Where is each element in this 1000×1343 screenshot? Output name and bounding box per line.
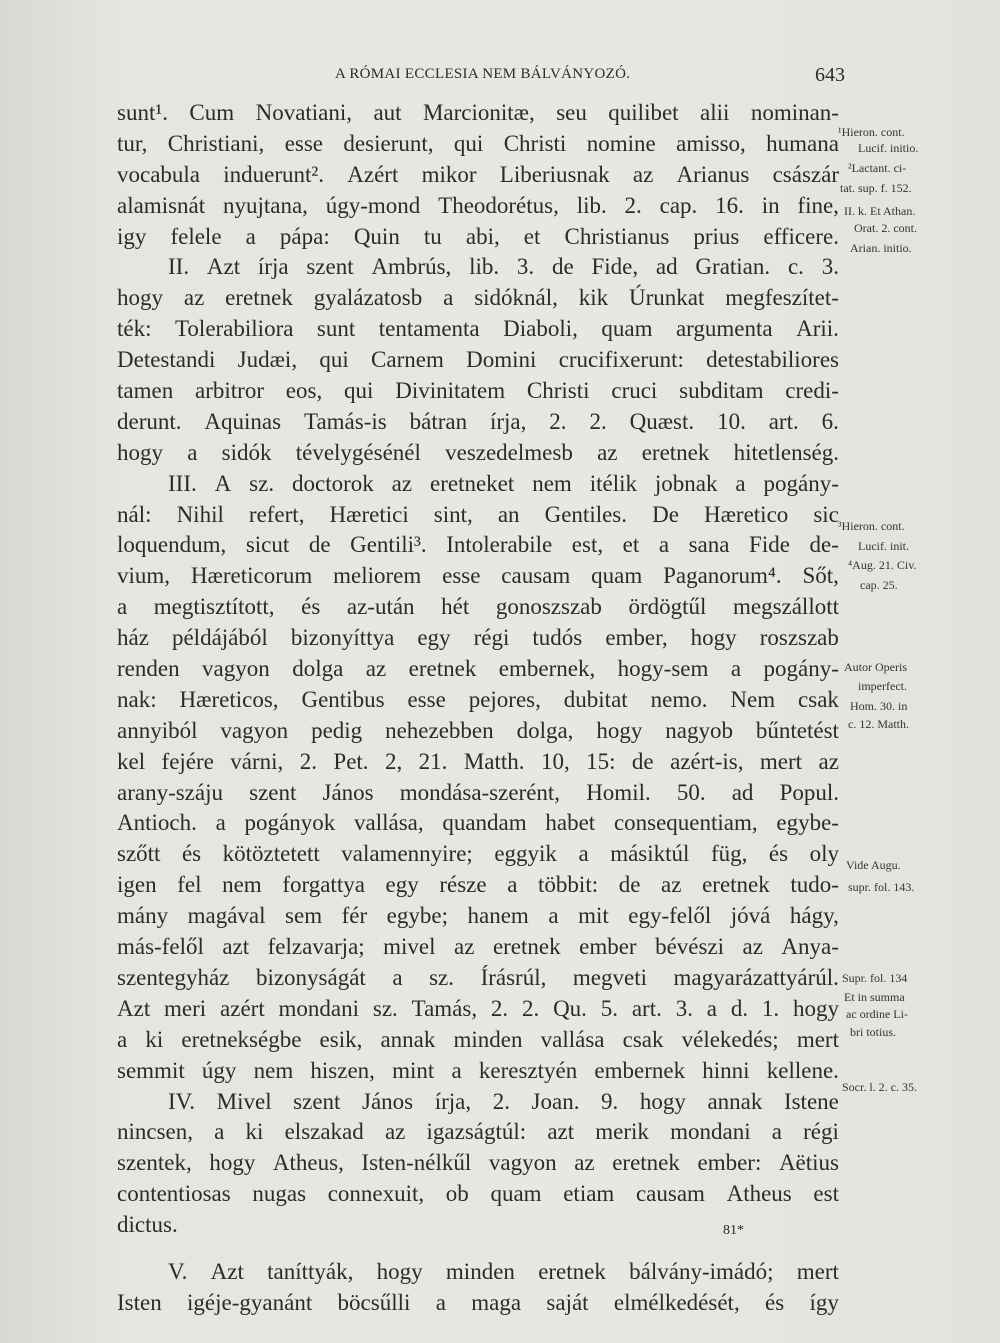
text-line: mány magával sem fér egybe; hanem a mit egy-felől jóvá hágy, xyxy=(117,903,839,929)
text-line: szőtt és kötöztetett valamennyire; eggyik a másiktúl füg, és oly xyxy=(117,841,839,867)
text-line: a ki eretnekségbe esik, annak minden vallása csak vélekedés; mert xyxy=(117,1026,839,1052)
text-line: igy felele a pápa: Quin tu abi, et Christianus prius efficere. xyxy=(117,223,839,249)
margin-note: Lucif. initio. xyxy=(858,141,919,155)
margin-note: ⁴Aug. 21. Civ. xyxy=(848,558,917,572)
text-line: dictus. xyxy=(117,1212,178,1238)
text-line: Isten igéje-gyanánt böcsűlli a maga saját elmélkedését, és így xyxy=(117,1289,839,1315)
text-line: hogy az eretnek gyalázatosb a sidóknál, kik Úrunkat megfeszítet- xyxy=(117,285,839,311)
text-line: kel fejére várni, 2. Pet. 2, 21. Matth. 10, 15: de azért-is, mert az xyxy=(117,748,839,774)
page-number: 643 xyxy=(815,64,845,86)
margin-note: cap. 25. xyxy=(860,578,898,592)
text-line: szentegyház bizonyságát a sz. Írásrúl, megveti magyarázattyárúl. xyxy=(117,964,839,990)
text-line: tamen arbitror eos, qui Divinitatem Christi cruci subditam credi- xyxy=(117,378,839,404)
text-line: annyiból vagyon pedig nehezebben dolga, hogy nagyob bűntetést xyxy=(117,717,839,743)
text-line: tur, Christiani, esse desierunt, qui Christi nomine amisso, humana xyxy=(117,130,839,156)
text-line: alamisnát nyujtana, úgy-mond Theodorétus, lib. 2. cap. 16. in fine, xyxy=(117,192,839,218)
text-line: Antioch. a pogányok vallása, quandam habet consequentiam, egybe- xyxy=(117,810,839,836)
margin-note: Hom. 30. in xyxy=(850,699,908,713)
text-line: a megtisztított, és az-után hét gonoszszab ördögtűl megszállott xyxy=(117,594,839,620)
page-header xyxy=(0,66,1000,90)
text-line: ház példájából bizonyíttya egy régi tudós ember, hogy roszszab xyxy=(117,625,839,651)
text-line: hogy a sidók tévelygésénél veszedelmesb az eretnek hitetlenség. xyxy=(117,439,839,465)
margin-note: supr. fol. 143. xyxy=(848,880,915,894)
text-line: derunt. Aquinas Tamás-is bátran írja, 2. 2. Quæst. 10. art. 6. xyxy=(117,408,839,434)
margin-note: Vide Augu. xyxy=(846,858,901,872)
margin-note: Arian. initio. xyxy=(850,241,912,255)
text-line: más-felől azt felzavarja; mivel az eretnek ember bévészi az Anya- xyxy=(117,934,839,960)
text-line: igen fel nem forgattya egy része a többit: de az eretnek tudo- xyxy=(117,872,839,898)
text-line: renden vagyon dolga az eretnek embernek, hogy-sem a pogány- xyxy=(117,656,839,682)
text-line: V. Azt taníttyák, hogy minden eretnek bálvány-imádó; mert xyxy=(168,1258,839,1284)
text-line: III. A sz. doctorok az eretneket nem itélik jobnak a pogány- xyxy=(168,470,839,496)
margin-note: tat. sup. f. 152. xyxy=(840,181,912,195)
margin-note: imperfect. xyxy=(858,679,907,693)
text-line: Azt meri azért mondani sz. Tamás, 2. 2. Qu. 5. art. 3. a d. 1. hogy xyxy=(117,995,839,1021)
text-line: arany-száju szent János mondása-szerént, Homil. 50. ad Popul. xyxy=(117,779,839,805)
signature-mark: 81* xyxy=(723,1223,744,1238)
main-text-column xyxy=(117,98,839,1319)
margin-note: c. 12. Matth. xyxy=(848,717,909,731)
margin-note: Orat. 2. cont. xyxy=(854,221,917,235)
margin-note: Socr. l. 2. c. 35. xyxy=(842,1080,917,1094)
running-title: A RÓMAI ECCLESIA NEM BÁLVÁNYOZÓ. xyxy=(335,66,631,82)
margin-note: bri totius. xyxy=(850,1025,897,1039)
margin-note: Autor Operis xyxy=(844,660,907,674)
text-line: II. Azt írja szent Ambrús, lib. 3. de Fide, ad Gratian. c. 3. xyxy=(168,254,839,280)
text-line: szentek, hogy Atheus, Isten-nélkűl vagyon az eretnek ember: Aëtius xyxy=(117,1150,839,1176)
margin-note: ³Hieron. cont. xyxy=(838,519,905,533)
text-line: nak: Hæreticos, Gentibus esse pejores, dubitat nemo. Nem csak xyxy=(117,686,839,712)
margin-note: Supr. fol. 134 xyxy=(842,971,908,985)
text-line: contentiosas nugas connexuit, ob quam etiam causam Atheus est xyxy=(117,1181,839,1207)
text-line: vium, Hæreticorum meliorem esse causam quam Paganorum⁴. Sőt, xyxy=(117,563,839,589)
text-line: nincsen, a ki elszakad az igazságtúl: azt merik mondani a régi xyxy=(117,1119,839,1145)
text-line: IV. Mivel szent János írja, 2. Joan. 9. hogy annak Istene xyxy=(168,1088,839,1114)
margin-note: Et in summa xyxy=(844,990,905,1004)
margin-note: ac ordine Li- xyxy=(846,1007,908,1021)
text-line: vocabula induerunt². Azért mikor Liberiusnak az Arianus császár xyxy=(117,161,839,187)
margin-note: II. k. Et Athan. xyxy=(844,204,916,218)
text-line: Detestandi Judæi, qui Carnem Domini crucifixerunt: detestabiliores xyxy=(117,347,839,373)
margin-note: ²Lactant. ci- xyxy=(848,161,907,175)
margin-note: ¹Hieron. cont. xyxy=(838,125,905,139)
text-line: ték: Tolerabiliora sunt tentamenta Diaboli, quam argumenta Arii. xyxy=(117,316,839,342)
text-line: loquendum, sicut de Gentili³. Intolerabile est, et a sana Fide de- xyxy=(117,532,839,558)
text-line: sunt¹. Cum Novatiani, aut Marcionitæ, seu quilibet alii nominan- xyxy=(117,100,839,125)
text-line: nál: Nihil refert, Hæretici sint, an Gentiles. De Hæretico sic xyxy=(117,501,839,527)
text-line: semmit úgy nem hiszen, mint a keresztyén embernek hinni kellene. xyxy=(117,1057,839,1083)
margin-note: Lucif. init. xyxy=(858,539,909,553)
